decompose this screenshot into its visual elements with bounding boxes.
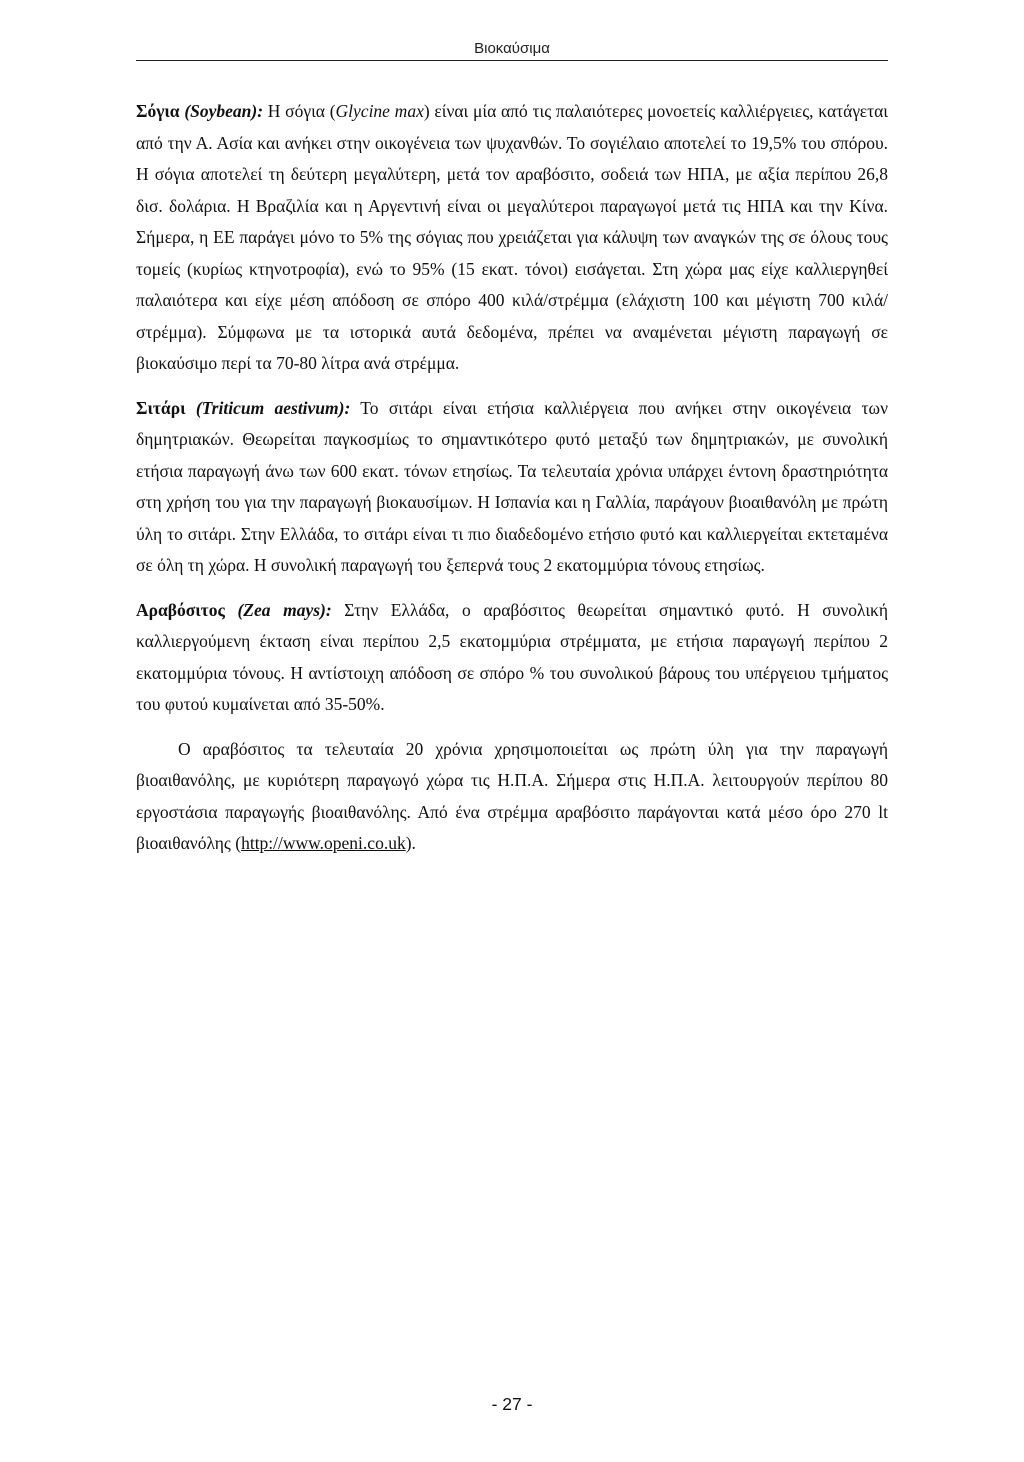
corn-ethanol-end: ). bbox=[405, 833, 416, 853]
term-wheat-greek: Σιτάρι bbox=[136, 397, 186, 418]
header-title: Βιοκαύσιμα bbox=[474, 40, 550, 57]
soybean-text-2: ) είναι μία από τις παλαιότερες μονοετείς καλλιέργειες, κατάγεται από την Α. Ασία και ανήκει στην οικογένεια των ψυχανθών. Το σογιέλαιο αποτελεί το 19,5% του σπόρου. Η σόγια αποτελεί τη δεύτερη μεγαλύτερη, μετά τον αραβόσιτο, σοδειά των ΗΠΑ, με αξία περίπου 26,8 δισ. δολάρια. Η Βραζιλία και η Αργεντινή είναι οι μεγαλύτεροι παραγωγοί μετά τις ΗΠΑ και την Κίνα. Σήμερα, η ΕΕ παράγει μόνο το 5% της σόγιας που χρειάζεται για κάλυψη των αναγκών της σε όλους τους τομείς (κυρίως κτηνοτροφία), ενώ το 95% (15 εκατ. τόνοι) εισάγεται. Στη χώρα μας είχε καλλιεργηθεί παλαιότερα και είχε μέση απόδοση σε σπόρο 400 κιλά/στρέμμα (ελάχιστη 100 και μέγιστη 700 κιλά/στρέμμα). Σύμφωνα με τα ιστορικά αυτά δεδομένα, πρέπει να αναμένεται μέγιστη παραγωγή σε βιοκαύσιμο περί τα 70-80 λίτρα ανά στρέμμα. bbox=[136, 101, 889, 373]
term-wheat bbox=[136, 398, 350, 418]
paragraph-wheat bbox=[136, 393, 888, 582]
soybean-text-1: Η σόγια ( bbox=[263, 101, 336, 121]
document-body bbox=[136, 96, 888, 860]
paragraph-corn bbox=[136, 595, 888, 721]
page-header bbox=[136, 34, 888, 61]
soybean-species: Glycine max bbox=[335, 101, 424, 121]
term-soybean-greek: Σόγια bbox=[136, 101, 180, 121]
corn-text: Στην Ελλάδα, ο αραβόσιτος θεωρείται σημαντικό φυτό. Η συνολική καλλιεργούμενη έκταση είναι περίπου 2,5 εκατομμύρια στρέμματα, με ετήσια παραγωγή περίπου 2 εκατομμύρια τόνους. Η αντίστοιχη απόδοση σε σπόρο % του συνολικού βάρους του υπέργειου τμήματος του φυτού κυμαίνεται από 35-50%. bbox=[136, 599, 888, 714]
term-corn bbox=[136, 600, 332, 620]
wheat-text: Το σιτάρι είναι ετήσια καλλιέργεια που ανήκει στην οικογένεια των δημητριακών. Θεωρείται παγκοσμίως το σημαντικότερο φυτό μεταξύ των δημητριακών, με συνολική ετήσια παραγωγή άνω των 600 εκατ. τόνων ετησίως. Τα τελευταία χρόνια υπάρχει έντονη δραστηριότητα στη χρήση του για την παραγωγή βιοκαυσίμων. Η Ισπανία και η Γαλλία, παράγουν βιοαιθανόλη με πρώτη ύλη το σιτάρι. Στην Ελλάδα, το σιτάρι είναι τι πιο διαδεδομένο ετήσιο φυτό και καλλιεργείται εκτεταμένα σε όλη τη χώρα. Η συνολική παραγωγή του ξεπερνά τους 2 εκατομμύρια τόνους ετησίως. bbox=[136, 397, 888, 575]
corn-ethanol-text: Ο αραβόσιτος τα τελευταία 20 χρόνια χρησιμοποιείται ως πρώτη ύλη για την παραγωγή βιοαιθανόλης, με κυριότερη παραγωγό χώρα τις Η.Π.Α. Σήμερα στις Η.Π.Α. λειτουργούν περίπου 80 εργοστάσια παραγωγής βιοαιθανόλης. Από ένα στρέμμα αραβόσιτο παράγονται κατά μέσο όρο 270 lt βιοαιθανόλης ( bbox=[136, 738, 888, 853]
term-soybean bbox=[136, 101, 263, 121]
page-number: - 27 - bbox=[491, 1394, 533, 1414]
term-wheat-latin: (Triticum aestivum): bbox=[195, 397, 351, 418]
term-corn-greek: Αραβόσιτος bbox=[136, 599, 225, 620]
source-link[interactable]: http://www.openi.co.uk bbox=[241, 833, 406, 853]
paragraph-corn-ethanol bbox=[136, 734, 888, 860]
paragraph-soybean bbox=[136, 96, 888, 380]
term-soybean-latin: (Soybean): bbox=[184, 101, 264, 121]
term-corn-latin: (Zea mays): bbox=[237, 599, 332, 620]
